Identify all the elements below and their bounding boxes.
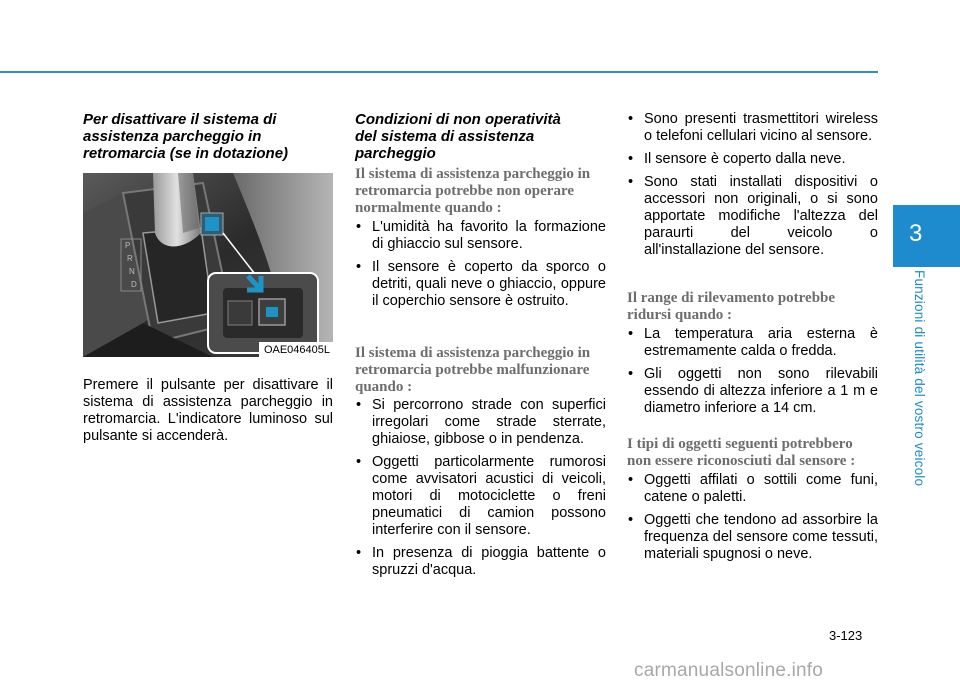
- chapter-number: 3: [909, 220, 923, 247]
- bullet-list-1: [355, 219, 606, 316]
- svg-text:N: N: [129, 267, 135, 276]
- bullet-list-3: [627, 111, 878, 265]
- image-caption: OAE046405L: [259, 342, 333, 357]
- subheading-3: Il range di rilevamento potrebbe ridursi quando :: [627, 290, 836, 323]
- subheading-2: Il sistema di assistenza parcheggio in retromarcia potrebbe malfunzionare quando :: [355, 345, 591, 395]
- list-item: • Il sensore è coperto dalla neve.: [627, 151, 878, 168]
- list-item: • Si percorrono strade con superfici irregolari come strade sterrate, ghiaiose, gibbose o in pendenza.: [355, 397, 606, 448]
- subheading-4: I tipi di oggetti seguenti potrebbero non essere riconosciuti dal sensore :: [627, 436, 856, 469]
- list-item: • Sono presenti trasmettitori wireless o telefoni cellulari vicino al sensore.: [627, 111, 878, 145]
- header-rule: [0, 71, 878, 73]
- list-item: • Oggetti particolarmente rumorosi come avvisatori acustici di veicoli, motori di motociclette o freni pneumatici di camion possono interferire con il sensore.: [355, 454, 606, 539]
- section-heading: Per disattivare il sistema di assistenza parcheggio in retromarcia (se in dotazione): [83, 111, 289, 162]
- svg-text:R: R: [127, 254, 133, 263]
- list-item: • La temperatura aria esterna è estremamente calda o fredda.: [627, 326, 878, 360]
- list-item: • Gli oggetti non sono rilevabili essendo di altezza inferiore a 1 m e diametro inferiore a 14 cm.: [627, 366, 878, 417]
- watermark: carmanualsonline.info: [634, 660, 824, 681]
- paragraph: Premere il pulsante per disattivare il sistema di assistenza parcheggio in retromarcia. L'indicatore luminoso sul pulsante si accenderà.: [83, 377, 333, 444]
- svg-text:D: D: [131, 280, 137, 289]
- list-item: • L'umidità ha favorito la formazione di ghiaccio sul sensore.: [355, 219, 606, 253]
- gear-console-photo: [83, 173, 333, 357]
- list-item: • Oggetti che tendono ad assorbire la frequenza del sensore come tessuti, materiali spugnosi o neve.: [627, 512, 878, 563]
- bullet-list-4: [627, 326, 878, 423]
- section-heading-2: Condizioni di non operatività del sistema di assistenza parcheggio: [355, 111, 561, 162]
- list-item: • In presenza di pioggia battente o spruzzi d'acqua.: [355, 545, 606, 579]
- subheading-1: Il sistema di assistenza parcheggio in retromarcia potrebbe non operare normalmente quando :: [355, 166, 591, 216]
- chapter-tab: [893, 205, 960, 267]
- list-item: • Oggetti affilati o sottili come funi, catene o paletti.: [627, 472, 878, 506]
- page-number: 3-123: [829, 628, 863, 643]
- svg-text:P: P: [125, 241, 131, 250]
- chapter-title: Funzioni di utilità del vostro veicolo: [912, 270, 927, 487]
- bullet-list-5: [627, 472, 878, 569]
- list-item: • Il sensore è coperto da sporco o detriti, quali neve o ghiaccio, oppure il coperchio sensore è ostruito.: [355, 259, 606, 310]
- list-item: • Sono stati installati dispositivi o accessori non originali, o si sono apportate modifiche l'altezza del paraurti del veicolo o all'installazione del sensore.: [627, 174, 878, 259]
- console-illustration: [83, 173, 333, 357]
- bullet-list-2: [355, 397, 606, 585]
